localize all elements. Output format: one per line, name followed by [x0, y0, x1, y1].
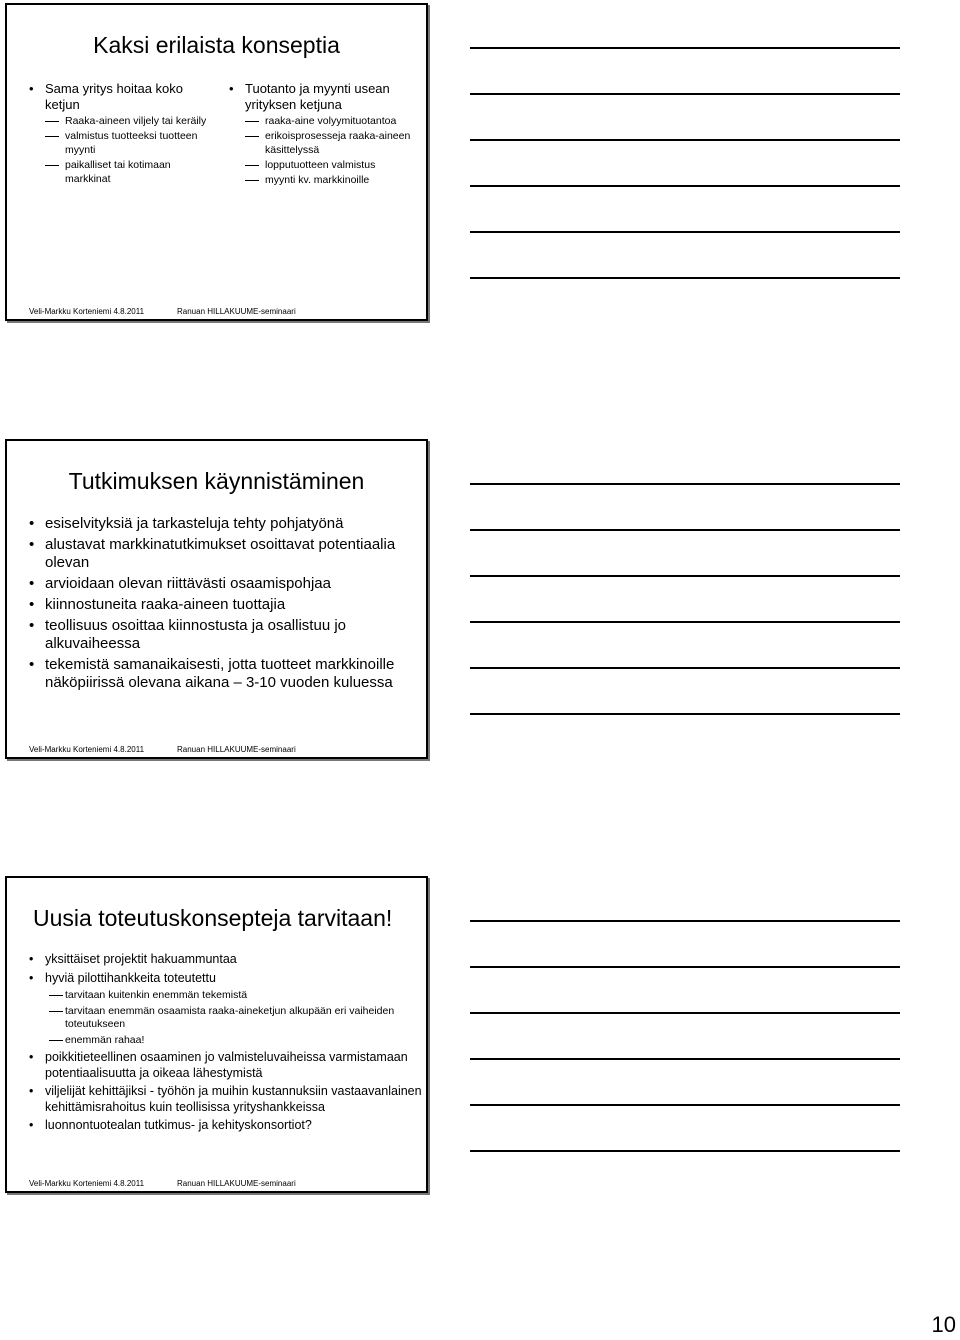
note-line [470, 713, 900, 715]
footer-event: Ranuan HILLAKUUME-seminaari [177, 1179, 296, 1188]
slide-3 [5, 876, 428, 1193]
bullet-item: • Sama yritys hoitaa koko ketjun [29, 81, 209, 113]
note-line [470, 1012, 900, 1014]
note-line [470, 529, 900, 531]
bullet-item: • viljelijät kehittäjiksi - työhön ja muihin kustannuksiin vastaavanlainen kehittämisrahoitus kuin teollisissa yrityshankkeissa [29, 1084, 424, 1115]
note-line [470, 93, 900, 95]
footer-event: Ranuan HILLAKUUME-seminaari [177, 745, 296, 754]
note-line [470, 575, 900, 577]
sub-item: raaka-aine volyymituotantoa [229, 114, 419, 128]
sub-item: Raaka-aineen viljely tai keräily [29, 114, 209, 128]
slide-2 [5, 439, 428, 759]
sub-item: lopputuotteen valmistus [229, 158, 419, 172]
note-line [470, 966, 900, 968]
bullet-item: • yksittäiset projektit hakuammuntaa [29, 952, 424, 968]
footer-author: Veli-Markku Korteniemi 4.8.2011 [29, 745, 145, 754]
note-line [470, 139, 900, 141]
bullet-item: • tekemistä samanaikaisesti, jotta tuotteet markkinoille näköpiirissä olevana aikana – 3-10 vuoden kuluessa [29, 656, 419, 692]
bullet-item: • poikkitieteellinen osaaminen jo valmisteluvaiheissa varmistamaan potentiaalisuutta ja oikeaa lähestymistä [29, 1050, 424, 1081]
bullet-item: • alustavat markkinatutkimukset osoittavat potentiaalia olevan [29, 536, 419, 572]
sub-item: erikoisprosesseja raaka-aineen käsittelyssä [229, 129, 419, 157]
notes-lines [470, 920, 900, 1196]
note-line [470, 1058, 900, 1060]
note-line [470, 483, 900, 485]
bullet-item: • esiselvityksiä ja tarkasteluja tehty pohjatyönä [29, 515, 419, 533]
left-column [29, 81, 209, 186]
notes-lines [470, 483, 900, 759]
sub-item: myynti kv. markkinoille [229, 173, 419, 187]
sub-item: enemmän rahaa! [29, 1034, 424, 1047]
bullet-item: • arvioidaan olevan riittävästi osaamispohjaa [29, 575, 419, 593]
bullet-item: • Tuotanto ja myynti usean yrityksen ketjuna [229, 81, 419, 113]
sub-item: tarvitaan enemmän osaamista raaka-aineketjun alkupään eri vaiheiden toteutukseen [29, 1005, 424, 1031]
right-column [229, 81, 419, 187]
note-line [470, 1104, 900, 1106]
sub-item: tarvitaan kuitenkin enemmän tekemistä [29, 989, 424, 1002]
note-line [470, 185, 900, 187]
note-line [470, 47, 900, 49]
bullet-item: • teollisuus osoittaa kiinnostusta ja osallistuu jo alkuvaiheessa [29, 617, 419, 653]
note-line [470, 277, 900, 279]
slide-title: Kaksi erilaista konseptia [93, 32, 340, 58]
slide-body [29, 515, 419, 695]
slide-1 [5, 3, 428, 321]
sub-item: valmistus tuotteeksi tuotteen myynti [29, 129, 209, 157]
note-line [470, 621, 900, 623]
slide-title: Uusia toteutuskonsepteja tarvitaan! [33, 905, 393, 931]
notes-lines [470, 47, 900, 323]
note-line [470, 667, 900, 669]
page-number: 10 [931, 1312, 956, 1337]
slide-title: Tutkimuksen käynnistäminen [68, 468, 365, 494]
sub-item: paikalliset tai kotimaan markkinat [29, 158, 209, 186]
note-line [470, 1150, 900, 1152]
bullet-item: • luonnontuotealan tutkimus- ja kehityskonsortiot? [29, 1118, 424, 1134]
note-line [470, 231, 900, 233]
bullet-item: • hyviä pilottihankkeita toteutettu [29, 971, 424, 987]
footer-event: Ranuan HILLAKUUME-seminaari [177, 307, 296, 316]
slide-body [29, 952, 424, 1137]
note-line [470, 920, 900, 922]
footer-author: Veli-Markku Korteniemi 4.8.2011 [29, 1179, 145, 1188]
footer-author: Veli-Markku Korteniemi 4.8.2011 [29, 307, 145, 316]
bullet-item: • kiinnostuneita raaka-aineen tuottajia [29, 596, 419, 614]
